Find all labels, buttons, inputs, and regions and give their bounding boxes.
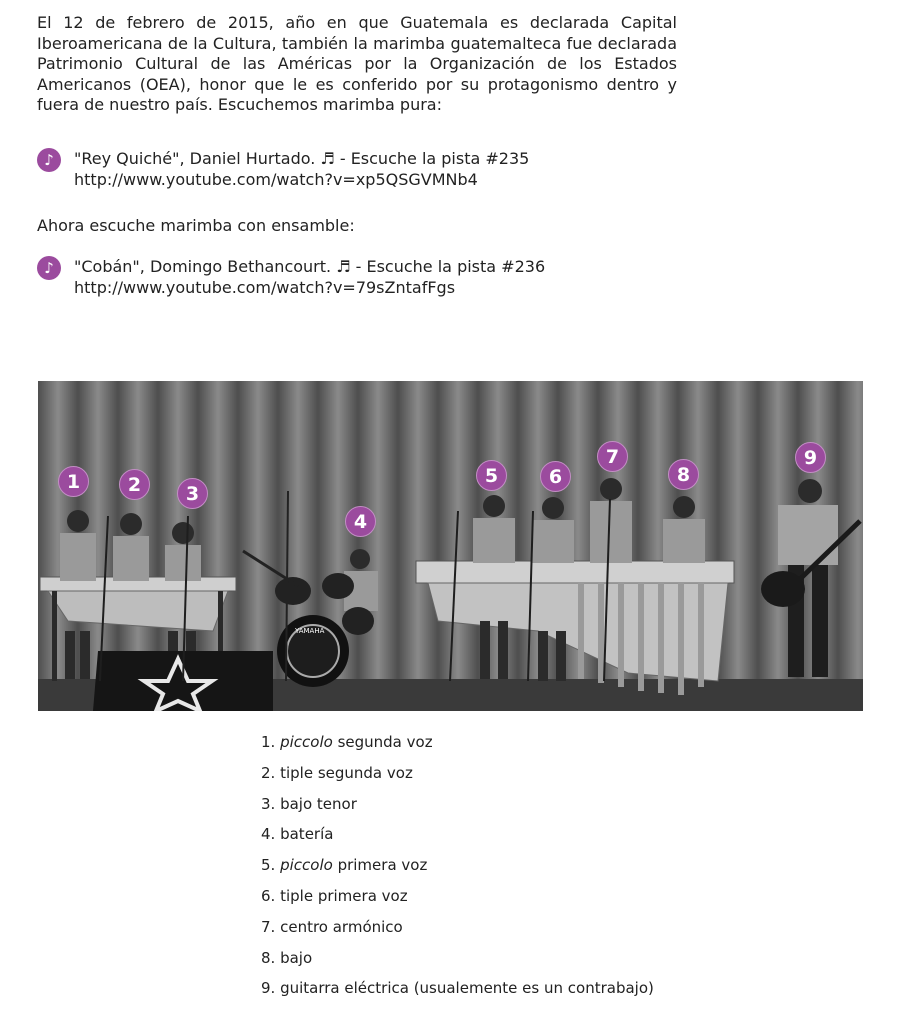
musician-number-badge: 8 [668,459,699,490]
musician-number-badge: 2 [119,469,150,500]
stage-illustration [38,381,863,711]
musician-number-badge: 3 [177,478,208,509]
marimba-ensemble-photo [38,381,863,711]
legend-item: 7. centro armónico [261,917,403,936]
musician-number-badge: 5 [476,460,507,491]
track-link[interactable]: http://www.youtube.com/watch?v=xp5QSGVMNb4 [74,170,478,189]
musician-number-badge: 7 [597,441,628,472]
drum-brand-label: YAMAHA [295,627,325,635]
musician-number-badge: 4 [345,506,376,537]
legend-item: 8. bajo [261,948,313,967]
legend-item: 1. piccolo segunda voz [261,733,433,751]
track-item [37,256,657,298]
musician-number-badge: 6 [540,461,571,492]
curtain [38,381,863,681]
track-link[interactable]: http://www.youtube.com/watch?v=79sZntafFgs [74,278,456,297]
ensemble-heading: Ahora escuche marimba con ensamble: [37,216,355,235]
track-title: "Cobán", Domingo Bethancourt. ♬ - Escuche la pista #236 [74,257,546,276]
instrument-legend [261,731,654,1008]
track-title: "Rey Quiché", Daniel Hurtado. ♬ - Escuche la pista #235 [74,149,530,168]
legend-item: 6. tiple primera voz [261,886,408,905]
legend-item: 4. batería [261,825,334,844]
legend-item: 9. guitarra eléctrica (usualemente es un contrabajo) [261,979,654,998]
legend-item: 5. piccolo primera voz [261,856,428,875]
music-note-icon: ♪ [37,148,61,172]
musician-number-badge: 1 [58,466,89,497]
legend-item: 2. tiple segunda voz [261,763,413,782]
intro-paragraph: El 12 de febrero de 2015, año en que Guatemala es declarada Capital Iberoamericana de la Cultura, también la marimba guatemalteca fue declarada Patrimonio Cultural de las Américas por la Organización de los Estados Americanos (OEA), honor que le es conferido por su protagonismo dentro y fuera de nuestro país. Escuchemos marimba pura: [37,13,677,114]
music-note-icon: ♪ [37,256,61,280]
track-item [37,148,657,190]
musician-number-badge: 9 [795,442,826,473]
legend-item: 3. bajo tenor [261,794,357,813]
